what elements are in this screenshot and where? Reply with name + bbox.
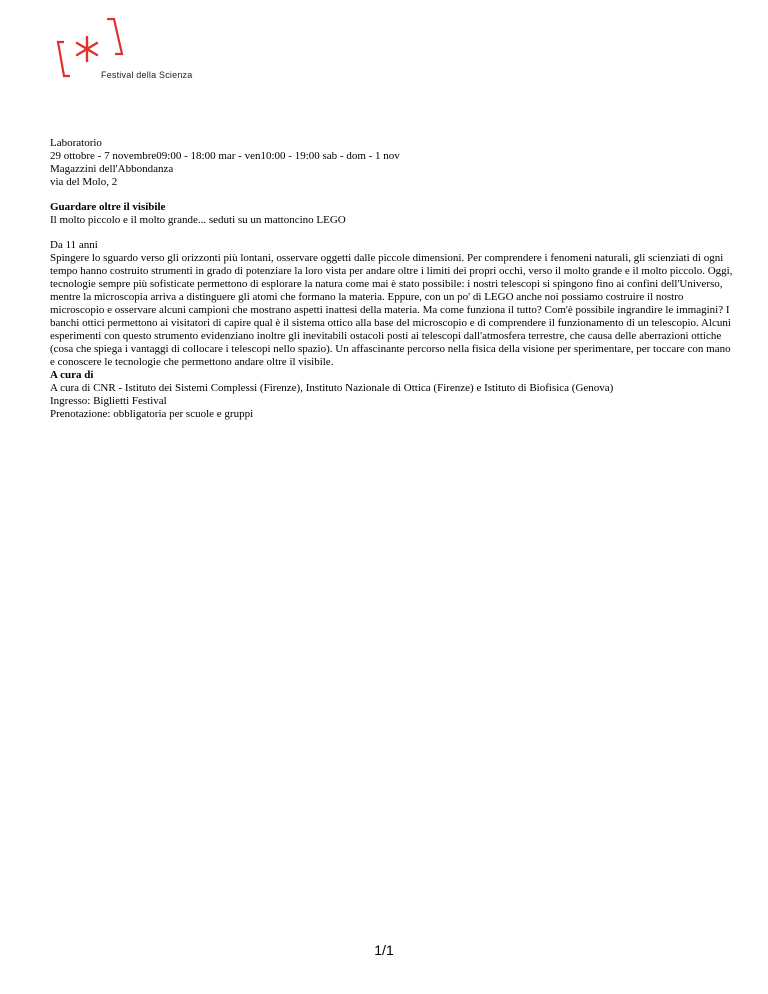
logo-text: Festival della Scienza <box>101 70 193 80</box>
event-booking: Prenotazione: obbligatoria per scuole e gruppi <box>50 408 254 420</box>
curator-text: A cura di CNR - Istituto dei Sistemi Complessi (Firenze), Instituto Nazionale di Ottica (Firenze) e Istituto di Biofisica (Genova) <box>50 382 614 394</box>
event-entry: Ingresso: Biglietti Festival <box>50 395 167 407</box>
event-heading <box>50 201 735 227</box>
bracket-asterisk-logo-icon <box>50 18 130 78</box>
event-type: Laboratorio <box>50 137 102 149</box>
event-content <box>50 137 735 421</box>
event-age: Da 11 anni <box>50 239 98 251</box>
curator-heading: A cura di <box>50 369 94 381</box>
event-title: Guardare oltre il visibile <box>50 201 166 213</box>
event-description: Spingere lo sguardo verso gli orizzonti più lontani, osservare oggetti dalle piccole dimensioni. Per comprendere i fenomeni naturali, gli scienziati di ogni tempo hanno costruito strumenti in grado di potenziare la loro vista per andare oltre i limiti dei propri occhi, verso il molto grande e il molto piccolo. Oggi, tecnologie sempre più sofisticate permettono di esplorare la natura come mai è stato possibile: i nostri telescopi si spingono fino ai confini dell'Universo, mentre la microscopia arriva a distinguere gli atomi che formano la materia. Eppure, con un po' di LEGO anche noi possiamo costruire il nostro microscopio e osservare alcuni campioni che mostrano aspetti inattesi della materia. Ma come funziona il tutto? Com'è possibile ingrandire le immagini? I banchi ottici permettono ai visitatori di capire qual è il sistema ottico alla base del microscopio e di comprendere il funzionamento di un telescopio. Alcuni esperimenti con questo strumento evidenziano inoltre gli inevitabili ostacoli posti ai telescopi dall'atmosfera terrestre, che causa delle aberrazioni ottiche (cosa che spiega i vantaggi di collocare i telescopi nello spazio). Un affascinante percorso nella fisica della visione per sperimentare, per toccare con mano e conoscere le tecnologie che permettono andare oltre il visibile. <box>50 252 733 368</box>
venue-name: Magazzini dell'Abbondanza <box>50 163 174 175</box>
event-curator <box>50 369 735 395</box>
page-number: 1/1 <box>374 942 394 958</box>
event-schedule: 29 ottobre - 7 novembre09:00 - 18:00 mar - ven10:00 - 19:00 sab - dom - 1 nov <box>50 150 400 162</box>
event-subtitle: Il molto piccolo e il molto grande... seduti su un mattoncino LEGO <box>50 214 346 226</box>
festival-logo <box>50 18 210 88</box>
venue-address: via del Molo, 2 <box>50 176 118 188</box>
event-venue <box>50 163 735 189</box>
